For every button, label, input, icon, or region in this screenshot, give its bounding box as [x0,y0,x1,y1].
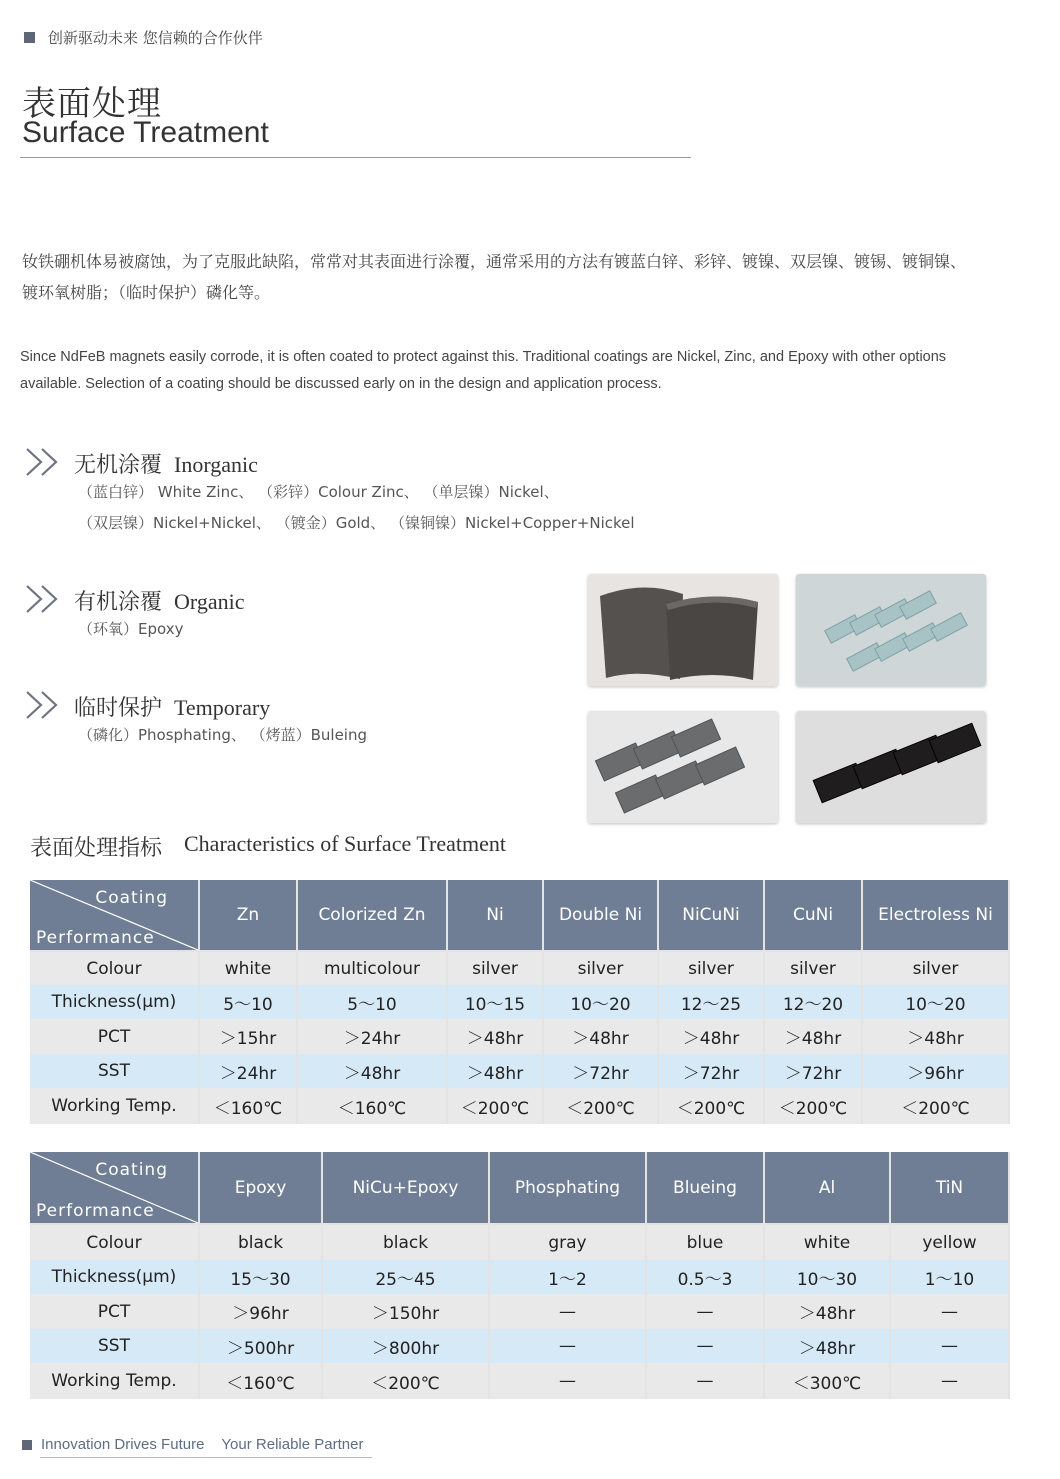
table-cell: ＞48hr [448,1019,544,1054]
footer-tagline [41,1436,363,1453]
section-title-en: Temporary [174,695,271,720]
table-cell: 0.5～3 [647,1260,765,1294]
section-line: （蓝白锌） White Zinc、 （彩锌）Colour Zinc、 （单层镍）Nickel、 [78,483,559,501]
table-cell: 10～30 [765,1260,891,1294]
footer-bullet [22,1440,32,1450]
table-cell: ＜200℃ [323,1363,490,1399]
row-label: SST [30,1329,200,1363]
table-row [30,1363,1010,1399]
page-title-cn: 表面处理 [22,84,162,124]
table-cell: — [647,1363,765,1399]
table-cell: ＞500hr [200,1329,323,1363]
characteristics-title-cn: 表面处理指标 [30,836,163,861]
table-corner-header [30,1152,200,1225]
title-divider [20,157,691,158]
table-corner-header [30,880,200,952]
table-cell: 1～10 [891,1260,1010,1294]
section-temporary-heading [74,691,270,722]
row-label: PCT [30,1294,200,1329]
table-cell: white [200,952,298,985]
table-cell: 5～10 [200,985,298,1019]
table-cell: ＜200℃ [765,1088,863,1124]
table-cell: ＜200℃ [544,1088,659,1124]
section-inorganic-heading [74,448,258,479]
row-label: SST [30,1054,200,1088]
table-cell: ＞72hr [765,1054,863,1088]
table-cell: ＞48hr [544,1019,659,1054]
table-row [30,1260,1010,1294]
table-cell: black [323,1225,490,1260]
column-header: Epoxy [200,1152,323,1225]
table-row [30,952,1010,985]
intro-paragraph-cn: 钕铁硼机体易被腐蚀，为了克服此缺陷，常常对其表面进行涂覆，通常采用的方法有镀蓝白锌、彩锌、镀镍、双层镍、镀锡、镀铜镍、镀环氧树脂；（临时保护）磷化等。 [22,252,967,302]
double-chevron-icon [24,446,64,478]
column-header: Colorized Zn [298,880,448,952]
table-cell: ＜160℃ [200,1088,298,1124]
table-cell: ＞800hr [323,1329,490,1363]
characteristics-table-1 [30,880,1010,1124]
row-label: Colour [30,1225,200,1260]
table-cell: ＞72hr [659,1054,765,1088]
table-cell: — [891,1329,1010,1363]
table-cell: ＜200℃ [659,1088,765,1124]
table-cell: — [891,1363,1010,1399]
table-cell: blue [647,1225,765,1260]
table-cell: — [490,1363,647,1399]
row-label: Working Temp. [30,1088,200,1124]
table-cell: silver [765,952,863,985]
section-organic-icon [24,583,64,620]
characteristics-title-en: Characteristics of Surface Treatment [184,831,506,856]
section-title-cn: 临时保护 [74,696,163,721]
footer-right-text: Your Reliable Partner [221,1436,364,1453]
table-cell: — [891,1294,1010,1329]
table-cell: ＜300℃ [765,1363,891,1399]
double-chevron-icon [24,689,64,721]
table-cell: ＜200℃ [448,1088,544,1124]
column-header: CuNi [765,880,863,952]
row-label: PCT [30,1019,200,1054]
table-cell: 1～2 [490,1260,647,1294]
table-cell: — [647,1329,765,1363]
table-cell: ＞72hr [544,1054,659,1088]
column-header: Electroless Ni [863,880,1010,952]
row-label: Working Temp. [30,1363,200,1399]
table-cell: ＞150hr [323,1294,490,1329]
column-header: Phosphating [490,1152,647,1225]
table-cell: ＞24hr [200,1054,298,1088]
column-header: NiCu+Epoxy [323,1152,490,1225]
table-cell: white [765,1225,891,1260]
table-cell: ＜160℃ [200,1363,323,1399]
corner-performance-label: Performance [36,928,155,948]
table-cell: ＞48hr [765,1329,891,1363]
table-cell: ＞48hr [765,1019,863,1054]
table-row [30,1088,1010,1124]
section-title-cn: 有机涂覆 [74,590,163,615]
table-cell: ＞96hr [200,1294,323,1329]
table-cell: silver [863,952,1010,985]
table-cell: gray [490,1225,647,1260]
section-title-cn: 无机涂覆 [74,453,163,478]
section-inorganic-icon [24,446,64,483]
row-label: Thickness(μm) [30,985,200,1019]
section-line: （磷化）Phosphating、 （烤蓝）Buleing [78,726,367,744]
table-row [30,1019,1010,1054]
table-cell: 12～20 [765,985,863,1019]
section-line: （环氧）Epoxy [78,620,184,638]
table-cell: silver [544,952,659,985]
table-row [30,1054,1010,1088]
table-cell: ＜160℃ [298,1088,448,1124]
table-cell: silver [448,952,544,985]
corner-coating-label: Coating [95,888,168,908]
table-cell: 12～25 [659,985,765,1019]
table-cell: ＞15hr [200,1019,298,1054]
section-line: （双层镍）Nickel+Nickel、 （镀金）Gold、 （镍铜镍）Nickel+Copper+Nickel [78,514,635,532]
header-bullet [24,32,35,43]
double-chevron-icon [24,583,64,615]
table-cell: ＜200℃ [863,1088,1010,1124]
table-row [30,1225,1010,1260]
table-cell: yellow [891,1225,1010,1260]
table-cell: ＞48hr [765,1294,891,1329]
column-header: NiCuNi [659,880,765,952]
table-cell: ＞48hr [863,1019,1010,1054]
table-cell: 25～45 [323,1260,490,1294]
table-cell: — [490,1294,647,1329]
header-tagline: 创新驱动未来 您信赖的合作伙伴 [48,29,263,47]
corner-coating-label: Coating [95,1160,168,1180]
column-header: Zn [200,880,298,952]
table-cell: ＞48hr [298,1054,448,1088]
footer-left-text: Innovation Drives Future [41,1436,205,1453]
table-cell: — [647,1294,765,1329]
photo-blued-blocks [796,711,986,823]
photo-arc-magnets [588,574,778,686]
intro-paragraph-en: Since NdFeB magnets easily corrode, it is often coated to protect against this. Traditional coatings are Nickel, Zinc, and Epoxy with other options available. Selection of a coating should be discussed early on in the design and application process. [20,349,947,392]
table-cell: ＞48hr [448,1054,544,1088]
column-header: Ni [448,880,544,952]
table-cell: 10～20 [863,985,1010,1019]
table-row [30,1294,1010,1329]
photo-zinc-blocks [796,574,986,686]
page-title-en: Surface Treatment [22,116,269,149]
table-cell: black [200,1225,323,1260]
section-temporary-icon [24,689,64,726]
column-header: Blueing [647,1152,765,1225]
footer-divider [40,1457,372,1458]
column-header: Double Ni [544,880,659,952]
table-cell: ＞48hr [659,1019,765,1054]
table-cell: ＞24hr [298,1019,448,1054]
section-organic-heading [74,585,244,616]
characteristics-table-2 [30,1152,1010,1399]
column-header: Al [765,1152,891,1225]
table-cell: 10～15 [448,985,544,1019]
table-cell: multicolour [298,952,448,985]
photo-phosphated-blocks [588,711,778,823]
table-cell: 15～30 [200,1260,323,1294]
table-cell: 10～20 [544,985,659,1019]
row-label: Colour [30,952,200,985]
table-cell: ＞96hr [863,1054,1010,1088]
table-cell: silver [659,952,765,985]
table-row [30,1329,1010,1363]
table-cell: — [490,1329,647,1363]
row-label: Thickness(μm) [30,1260,200,1294]
table-row [30,985,1010,1019]
corner-performance-label: Performance [36,1201,155,1221]
section-title-en: Organic [174,589,245,614]
column-header: TiN [891,1152,1010,1225]
section-title-en: Inorganic [174,452,258,477]
table-cell: 5～10 [298,985,448,1019]
